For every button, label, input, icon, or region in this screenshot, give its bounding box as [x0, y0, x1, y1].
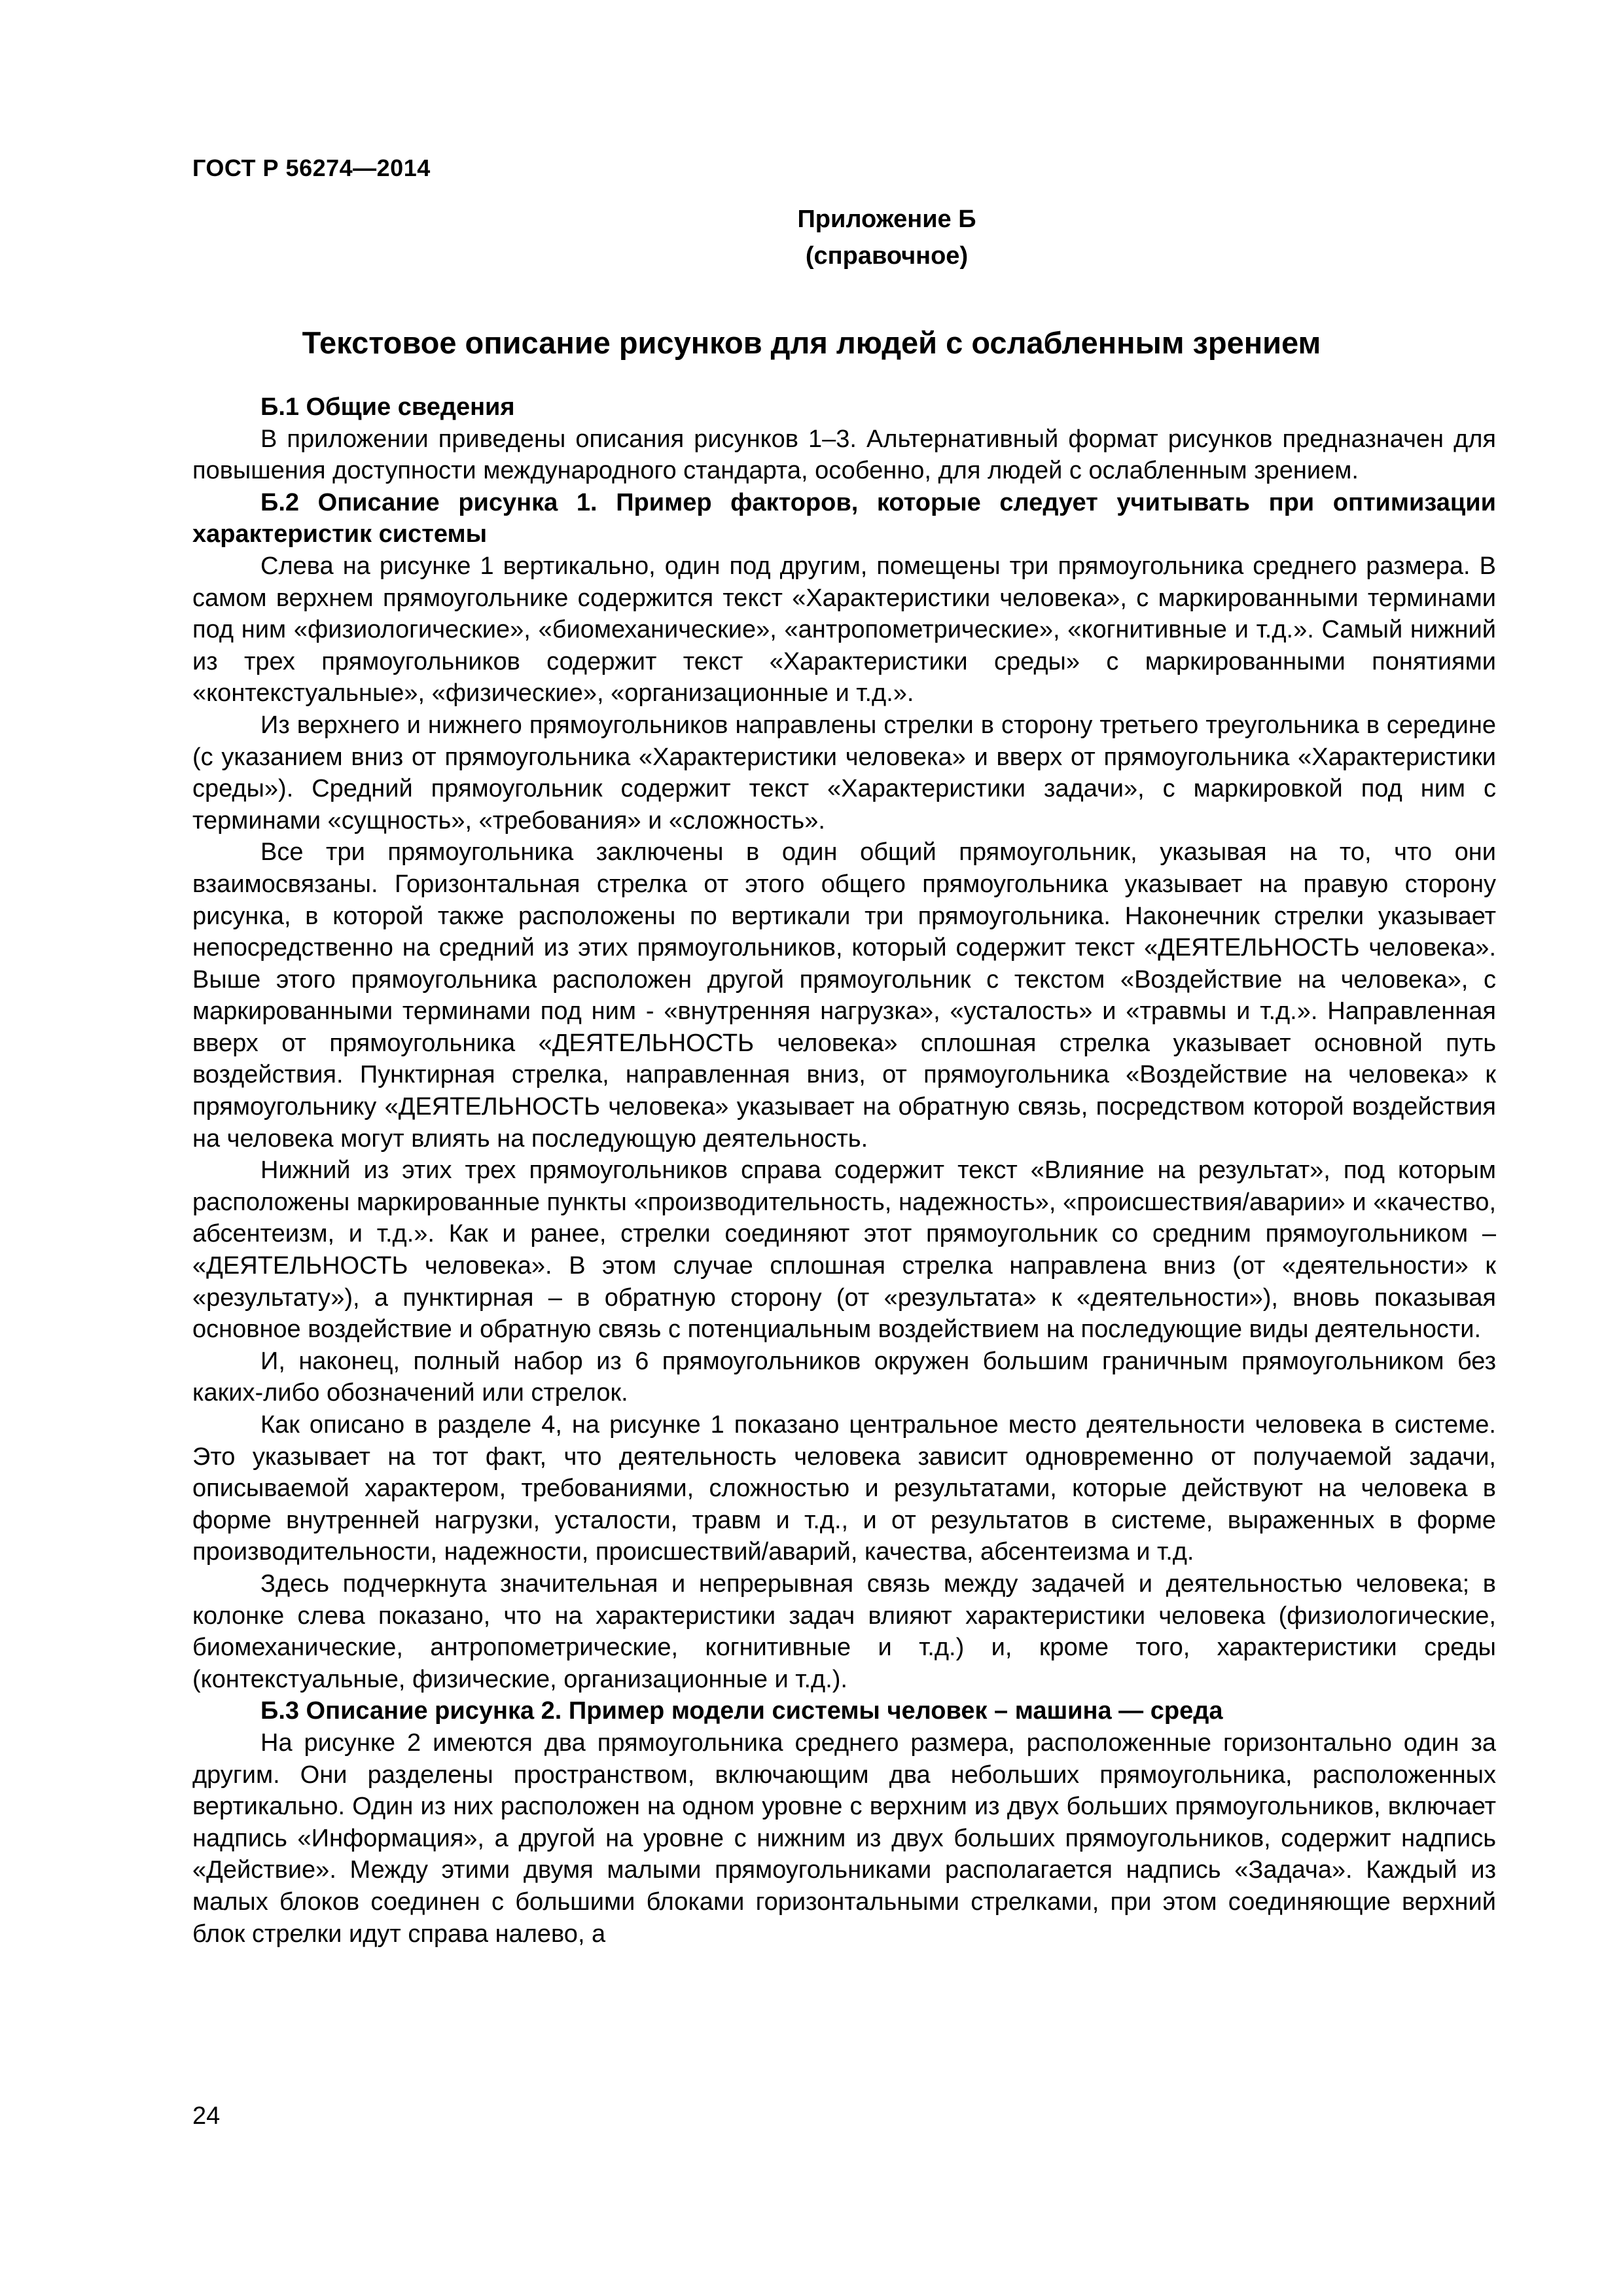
paragraph: На рисунке 2 имеются два прямоугольника среднего размера, расположенные горизонтально один за другим. Они разделены пространством, включающим два небольших прямоугольника, расположенных вертикально. Один из них расположен на одном уровне с верхним из двух больших прямоугольников, включает надпись «Информация», а другой на уровне с нижним из двух больших прямоугольников, содержит надпись «Действие». Между этими двумя малыми прямоугольниками располагается надпись «Задача». Каждый из малых блоков соединен с большими блоками горизонтальными стрелками, при этом соединяющие верхний блок стрелки идут справа налево, а	[192, 1729, 1496, 1948]
appendix-title-block	[0, 201, 1623, 274]
section-b1-heading: Б.1 Общие сведения	[260, 393, 515, 421]
appendix-subtitle: (справочное)	[805, 242, 969, 270]
paragraph: Здесь подчеркнута значительная и непрерывная связь между задачей и деятельностью человека; в колонке слева показано, что на характеристики задач влияют характеристики человека (физиологические, биомеханические, антропометрические, когнитивные и т.д.) и, кроме того, характеристики среды (контекстуальные, физические, организационные и т.д.).	[192, 1570, 1496, 1693]
paragraph: И, наконец, полный набор из 6 прямоугольников окружен большим граничным прямоугольником без каких-либо обозначений или стрелок.	[192, 1347, 1496, 1407]
appendix-title: Приложение Б	[797, 206, 976, 233]
paragraph: Нижний из этих трех прямоугольников справа содержит текст «Влияние на результат», под которым расположены маркированные пункты «производительность, надежность», «происшествия/аварии» и «качество, абсентеизм, и т.д.». Как и ранее, стрелки соединяют этот прямоугольник со средним прямоугольником – «ДЕЯТЕЛЬНОСТЬ человека». В этом случае сплошная стрелка направлена вниз (от «деятельности» к «результату»), а пунктирная – в обратную сторону (от «результата» к «деятельности»), вновь показывая основное воздействие и обратную связь с потенциальным воздействием на последующие виды деятельности.	[192, 1157, 1496, 1344]
section-b2-heading: Б.2 Описание рисунка 1. Пример факторов, которые следует учитывать при оптимизации характеристик системы	[192, 488, 1496, 548]
paragraph: Все три прямоугольника заключены в один общий прямоугольник, указывая на то, что они взаимосвязаны. Горизонтальная стрелка от этого общего прямоугольника указывает на правую сторону рисунка, в которой также расположены по вертикали три прямоугольника. Наконечник стрелки указывает непосредственно на средний из этих прямоугольников, который содержит текст «ДЕЯТЕЛЬНОСТЬ человека». Выше этого прямоугольника расположен другой прямоугольник с текстом «Воздействие на человека», с маркированными терминами под ним - «внутренняя нагрузка», «усталость» и «травмы и т.д.». Направленная вверх от прямоугольника «ДЕЯТЕЛЬНОСТЬ человека» сплошная стрелка указывает основной путь воздействия. Пунктирная стрелка, направленная вниз, от прямоугольника «Воздействие на человека» к прямоугольнику «ДЕЯТЕЛЬНОСТЬ человека» указывает на обратную связь, посредством которой воздействия на человека могут влиять на последующую деятельность.	[192, 838, 1496, 1153]
paragraph: В приложении приведены описания рисунков 1–3. Альтернативный формат рисунков предназначен для повышения доступности международного стандарта, особенно, для людей с ослабленным зрением.	[192, 425, 1496, 485]
page-number: 24	[192, 2102, 221, 2130]
section-b3-heading: Б.3 Описание рисунка 2. Пример модели системы человек – машина — среда	[260, 1697, 1223, 1725]
document-body	[192, 391, 1496, 1950]
paragraph: Из верхнего и нижнего прямоугольников направлены стрелки в сторону третьего треугольника в середине (с указанием вниз от прямоугольника «Характеристики человека» и вверх от прямоугольника «Характеристики среды»). Средний прямоугольник содержит текст «Характеристики задачи», с маркировкой под ним с терминами «сущность», «требования» и «сложность».	[192, 711, 1496, 834]
paragraph: Как описано в разделе 4, на рисунке 1 показано центральное место деятельности человека в системе. Это указывает на тот факт, что деятельность человека зависит одновременно от получаемой задачи, описываемой характером, требованиями, сложностью и результатами, которые действуют на человека в форме внутренней нагрузки, усталости, травм и т.д., и от результатов в системе, выраженных в форме производительности, надежности, происшествий/аварий, качества, абсентеизма и т.д.	[192, 1411, 1496, 1566]
paragraph: Слева на рисунке 1 вертикально, один под другим, помещены три прямоугольника среднего размера. В самом верхнем прямоугольнике содержится текст «Характеристики человека», с маркированными терминами под ним «физиологические», «биомеханические», «антропометрические», «когнитивные и т.д.». Самый нижний из трех прямоугольников содержит текст «Характеристики среды» с маркированными понятиями «контекстуальные», «физические», «организационные и т.д.».	[192, 552, 1496, 708]
main-heading: Текстовое описание рисунков для людей с ослабленным зрением	[302, 325, 1321, 360]
document-code: ГОСТ Р 56274—2014	[192, 154, 431, 181]
